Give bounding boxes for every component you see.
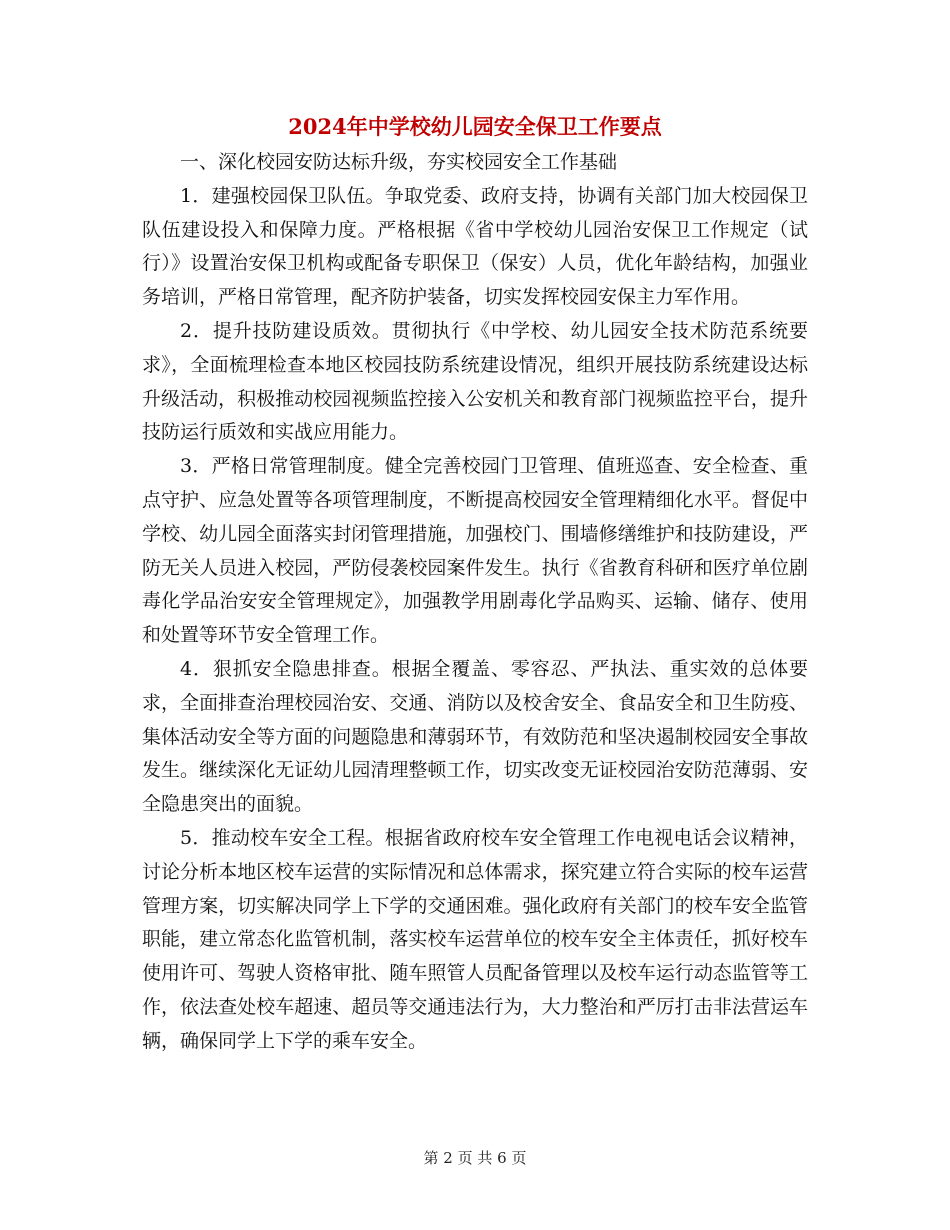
paragraph-2: 2．提升技防建设质效。贯彻执行《中学校、幼儿园安全技术防范系统要求》，全面梳理检查本地区校园技防系统建设情况，组织开展技防系统建设达标升级活动，积极推动校园视频监控接入公安机关和教育部门视频监控平台，提升技防运行质效和实战应用能力。 bbox=[142, 319, 808, 444]
page-number-footer: 第 2 页 共 6 页 bbox=[423, 1149, 527, 1167]
section-heading: 一、深化校园安防达标升级，夯实校园安全工作基础 bbox=[180, 151, 618, 173]
paragraph-3: 3．严格日常管理制度。健全完善校园门卫管理、值班巡查、安全检查、重点守护、应急处置等各项管理制度，不断提高校园安全管理精细化水平。督促中学校、幼儿园全面落实封闭管理措施，加强校门、围墙修缮维护和技防建设，严防无关人员进入校园，严防侵袭校园案件发生。执行《省教育科研和医疗单位剧毒化学品治安安全管理规定》，加强教学用剧毒化学品购买、运输、储存、使用和处置等环节安全管理工作。 bbox=[142, 455, 808, 647]
document-body bbox=[142, 146, 808, 1059]
document-title: 2024年中学校幼儿园安全保卫工作要点 bbox=[288, 114, 662, 139]
paragraph-1: 1．建强校园保卫队伍。争取党委、政府支持，协调有关部门加大校园保卫队伍建设投入和保障力度。严格根据《省中学校幼儿园治安保卫工作规定（试行）》设置治安保卫机构或配备专职保卫（保安）人员，优化年龄结构，加强业务培训，严格日常管理，配齐防护装备，切实发挥校园安保主力军作用。 bbox=[142, 184, 808, 309]
paragraph-4: 4．狠抓安全隐患排查。根据全覆盖、零容忍、严执法、重实效的总体要求，全面排查治理校园治安、交通、消防以及校舍安全、食品安全和卫生防疫、集体活动安全等方面的问题隐患和薄弱环节，有效防范和坚决遏制校园安全事故发生。继续深化无证幼儿园清理整顿工作，切实改变无证校园治安防范薄弱、安全隐患突出的面貌。 bbox=[142, 657, 808, 816]
paragraph-5: 5．推动校车安全工程。根据省政府校车安全管理工作电视电话会议精神，讨论分析本地区校车运营的实际情况和总体需求，探究建立符合实际的校车运营管理方案，切实解决同学上下学的交通困难。强化政府有关部门的校车安全监管职能，建立常态化监管机制，落实校车运营单位的校车安全主体责任，抓好校车使用许可、驾驶人资格审批、随车照管人员配备管理以及校车运行动态监管等工作，依法查处校车超速、超员等交通违法行为，大力整治和严厉打击非法营运车辆，确保同学上下学的乘车安全。 bbox=[142, 826, 808, 1052]
